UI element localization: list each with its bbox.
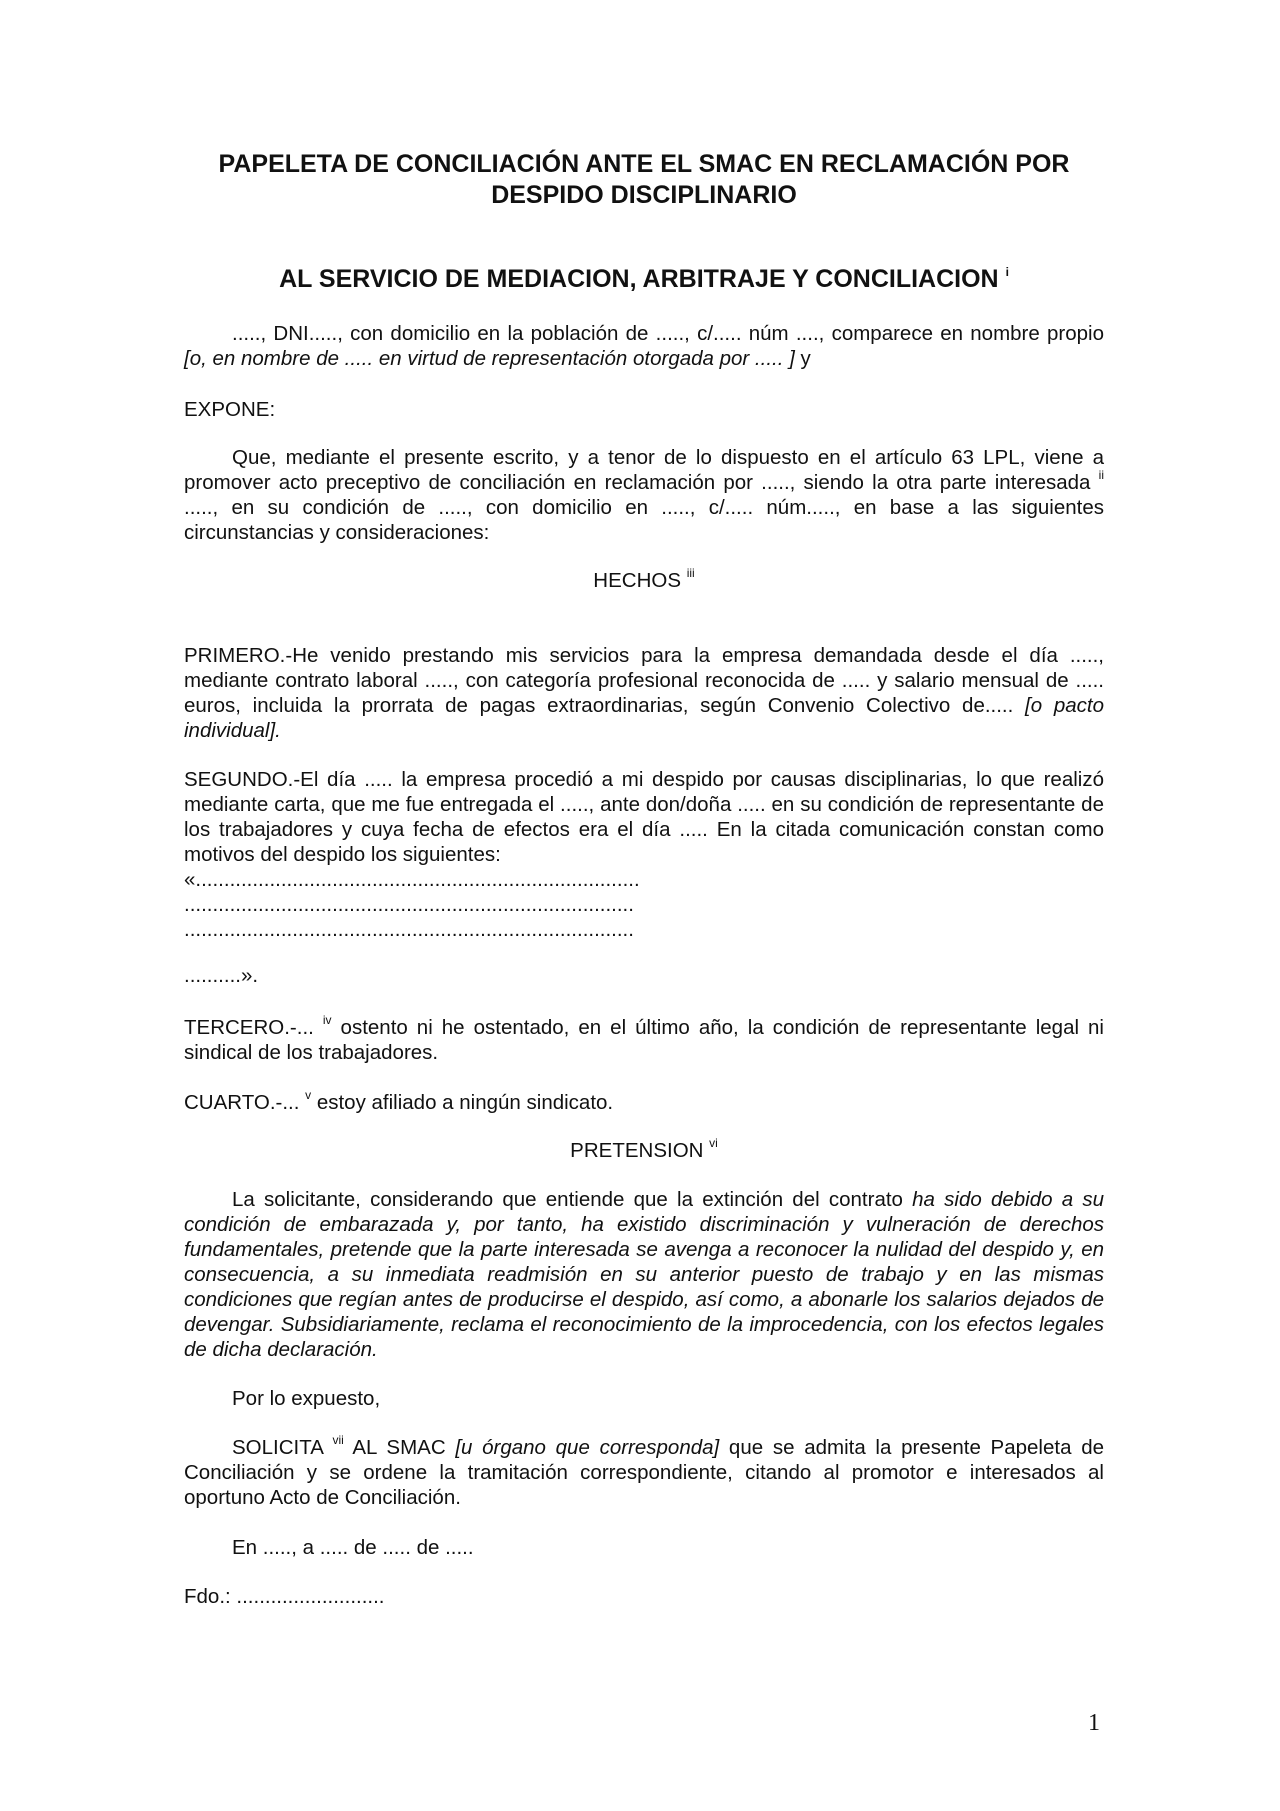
solicita-part-1: AL SMAC — [343, 1436, 456, 1459]
solicita-italic: [u órgano que corresponda] — [455, 1436, 720, 1459]
footnote-ref-vi: vi — [709, 1136, 718, 1151]
footnote-ref-i: i — [1005, 264, 1009, 279]
cuarto-part-2: estoy afiliado a ningún sindicato. — [311, 1091, 614, 1114]
footnote-ref-vii: vii — [332, 1433, 344, 1448]
por-lo-expuesto: Por lo expuesto, — [232, 1387, 381, 1410]
tercero-paragraph — [184, 1015, 1104, 1065]
addressee-heading — [184, 264, 1104, 295]
que-part-1: Que, mediante el presente escrito, y a tenor de lo dispuesto en el artículo 63 LPL, viene a promover acto preceptivo de conciliación en reclamación por ....., siendo la otra parte interesada — [184, 446, 1104, 494]
pretension-text: PRETENSION — [570, 1139, 704, 1162]
intro-text: ....., DNI....., con domicilio en la población de ....., c/..... núm ...., comparece en nombre propio — [232, 322, 1104, 345]
footnote-ref-ii: ii — [1098, 468, 1104, 483]
segundo-text: SEGUNDO.-El día ..... la empresa procedió a mi despido por causas disciplinarias, lo que realizó mediante carta, que me fue entregada el ....., ante don/doña ..... en su condición de representante de los trabajadores y cuya fecha de efectos era el día ..... En la citada comunicación constan como motivos del despido los siguientes: — [184, 768, 1104, 866]
que-paragraph — [184, 445, 1104, 545]
pretension-paragraph — [184, 1187, 1104, 1362]
page-number: 1 — [1088, 1710, 1100, 1736]
primero-italic: [o pacto individual]. — [184, 694, 1104, 742]
title-line-2: DESPIDO DISCIPLINARIO — [491, 181, 797, 209]
segundo-dots-1: «.............................................................................. — [184, 868, 640, 891]
intro-italic: [o, en nombre de ..... en virtud de representación otorgada por ..... ] — [184, 347, 795, 370]
primero-paragraph — [184, 643, 1104, 743]
solicita-part-2: que se admita la presente Papeleta de Conciliación y se ordene la tramitación correspondiente, citando al promotor e interesados al oportuno Acto de Conciliación. — [184, 1436, 1104, 1509]
que-part-2: ....., en su condición de ....., con domicilio en ....., c/..... núm....., en base a las siguientes circunstancias y consideraciones: — [184, 496, 1104, 544]
solicita-paragraph — [184, 1435, 1104, 1510]
segundo-dots-3: ............................................................................... — [184, 918, 634, 941]
hechos-text: HECHOS — [593, 569, 681, 592]
title-line-1: PAPELETA DE CONCILIACIÓN ANTE EL SMAC EN RECLAMACIÓN POR — [218, 150, 1070, 178]
tercero-part-1: TERCERO.-... — [184, 1016, 323, 1039]
expone-heading: EXPONE: — [184, 398, 276, 421]
cuarto-paragraph — [184, 1090, 1104, 1115]
segundo-dots-2: ............................................................................... — [184, 893, 634, 916]
addressee-text: AL SERVICIO DE MEDIACION, ARBITRAJE Y CONCILIACION — [279, 265, 999, 293]
pretension-body: La solicitante, considerando que entiende que la extinción del contrato — [232, 1188, 913, 1211]
footnote-ref-iv: iv — [322, 1013, 332, 1028]
hechos-heading — [184, 568, 1104, 593]
intro-paragraph — [184, 321, 1104, 371]
pretension-heading — [184, 1138, 1104, 1163]
primero-text: PRIMERO.-He venido prestando mis servicios para la empresa demandada desde el día ....., mediante contrato laboral ....., con categoría profesional reconocida de ..... y salario mensual de ..... euros, incluida la prorrata de pagas extraordinarias, según Convenio Colectivo de..... — [184, 644, 1104, 717]
tercero-part-2: ostento ni he ostentado, en el último año, la condición de representante legal ni sindical de los trabajadores. — [184, 1016, 1104, 1064]
solicita-word: SOLICITA — [232, 1436, 323, 1459]
document-title — [184, 149, 1104, 211]
footnote-ref-iii: iii — [686, 566, 695, 581]
intro-tail: y — [794, 347, 811, 370]
cuarto-part-1: CUARTO.-... — [184, 1091, 306, 1114]
segundo-dots-end: ..........». — [184, 964, 259, 987]
signature-line: Fdo.: .......................... — [184, 1585, 385, 1608]
date-line: En ....., a ..... de ..... de ..... — [232, 1536, 474, 1559]
segundo-paragraph — [184, 767, 1104, 942]
footnote-ref-v: v — [305, 1088, 312, 1103]
pretension-italic: ha sido debido a su condición de embarazada y, por tanto, ha existido discriminación y vulneración de derechos fundamentales, pretende que la parte interesada se avenga a reconocer la nulidad del despido y, en consecuencia, a su inmediata readmisión en su anterior puesto de trabajo y en las mismas condiciones que regían antes de producirse el despido, así como, a abonarle los salarios dejados de devengar. Subsidiariamente, reclama el reconocimiento de la improcedencia, con los efectos legales de dicha declaración. — [184, 1188, 1104, 1361]
